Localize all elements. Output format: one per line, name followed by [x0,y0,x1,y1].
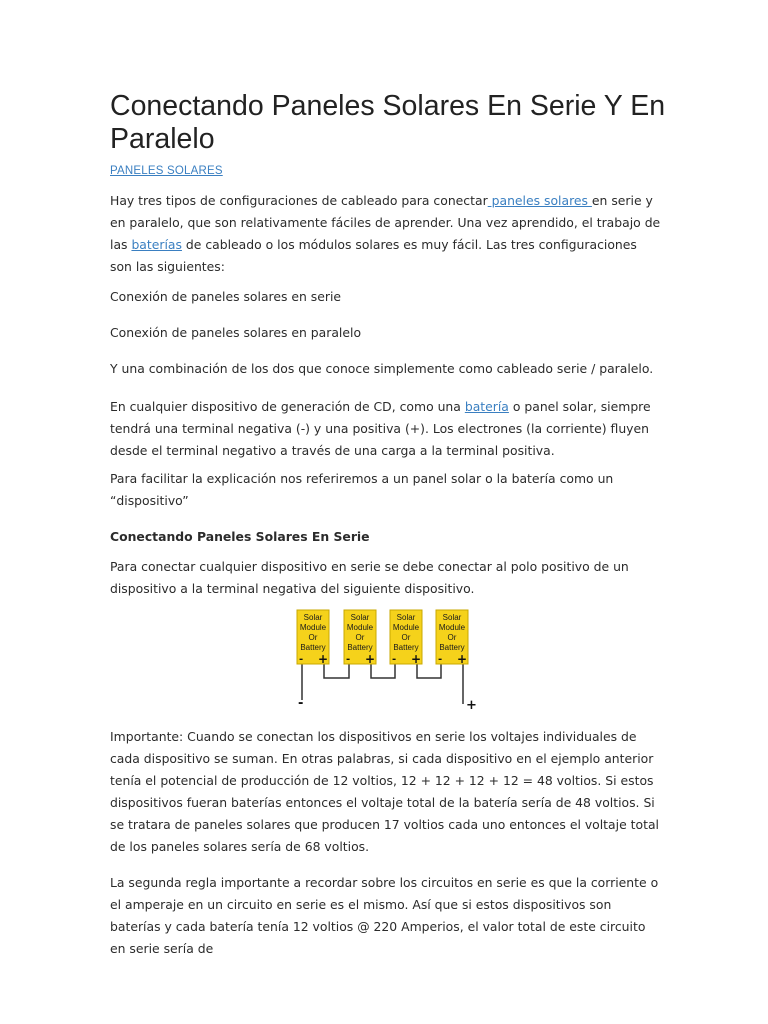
module-4 [436,610,468,666]
module-label: Module [438,623,466,632]
module-label: Battery [300,643,326,652]
minus-sign: - [346,654,351,665]
baterias-link[interactable]: baterías [131,237,182,252]
list-item-paralelo: Conexión de paneles solares en paralelo [110,325,362,340]
importante-paragraph: Importante: Cuando se conectan los dispositivos en serie los voltajes individuales de cada dispositivo se suman. En otras palabras, si cada dispositivo en el ejemplo anterior tenía el potencial de producción de 12 voltios, 12 + 12 + 12 + 12 = 48 voltios. Si estos dispositivos fueran baterías entonces el voltaje total de la batería sería de 48 voltios. Si se tratara de paneles solares que producen 17 voltios cada uno entonces el voltaje total de los paneles solares sería de 68 voltios. [110,729,659,854]
module-label: Module [392,623,420,632]
module-label: Module [299,623,327,632]
section-heading: Conectando Paneles Solares En Serie [110,529,370,544]
plus-sign: + [457,652,468,666]
series-wire [324,664,349,678]
intro-paragraph [110,190,662,278]
series-wire [371,664,395,678]
module-label: Solar [442,613,462,622]
plus-sign: + [365,652,376,666]
module-label: Or [447,633,457,642]
list-item-serie: Conexión de paneles solares en serie [110,289,342,304]
segunda-paragraph: La segunda regla importante a recordar sobre los circuitos en serie es que la corriente o el amperaje en un circuito en serie es el mismo. Así que si estos dispositivos son baterías y cada batería tenía 12 voltios @ 220 Amperios, el valor total de este circuito en serie sería de [110,875,659,956]
cd-text-2: o panel solar, siempre tendrá una terminal negativa (-) y una positiva (+). Los electrones (la corriente) fluyen desde el terminal negativo a través de una carga a la terminal positiva. [110,399,651,458]
cd-text-1: En cualquier dispositivo de generación de CD, como una [110,399,465,414]
intro-text-2: en serie y en paralelo, que son relativamente fáciles de aprender. Una vez aprendido, el trabajo de las [110,193,661,252]
module-label: Solar [396,613,416,622]
intro-text-3: de cableado o los módulos solares es muy fácil. Las tres configuraciones son las siguientes: [110,237,637,274]
module-3 [390,610,422,666]
module-label: Solar [303,613,323,622]
paneles-solares-link[interactable]: paneles solares [487,193,592,208]
minus-sign: - [392,654,397,665]
intro-text-1: Hay tres tipos de configuraciones de cableado para conectar [110,193,488,208]
cd-paragraph [110,396,662,462]
facilitar-paragraph: Para facilitar la explicación nos referiremos a un panel solar o la batería como un “dispositivo” [110,471,614,508]
module-label: Solar [350,613,370,622]
plus-sign: + [318,652,329,666]
module-2 [344,610,376,666]
module-label: Or [355,633,365,642]
module-label: Module [346,623,374,632]
bateria-link[interactable]: batería [464,399,509,414]
series-wiring-diagram [292,608,477,713]
modules [297,610,468,666]
output-plus: + [466,698,477,713]
module-label: Battery [347,643,373,652]
plus-sign: + [411,652,422,666]
module-1 [297,610,329,666]
series-wire [417,664,441,678]
output-minus: - [298,696,304,711]
module-label: Battery [393,643,419,652]
wires [302,664,463,704]
module-label: Or [401,633,411,642]
serie-paragraph: Para conectar cualquier dispositivo en serie se debe conectar al polo positivo de un dispositivo a la terminal negativa del siguiente dispositivo. [110,559,629,596]
category-link[interactable]: PANELES SOLARES [110,165,223,177]
minus-sign: - [299,654,304,665]
list-item-combinacion: Y una combinación de los dos que conoce simplemente como cableado serie / paralelo. [110,361,654,376]
module-label: Or [308,633,318,642]
terminals [298,696,477,713]
module-label: Battery [439,643,465,652]
page-title: Conectando Paneles Solares En Serie Y En Paralelo [110,90,666,155]
minus-sign: - [438,654,443,665]
